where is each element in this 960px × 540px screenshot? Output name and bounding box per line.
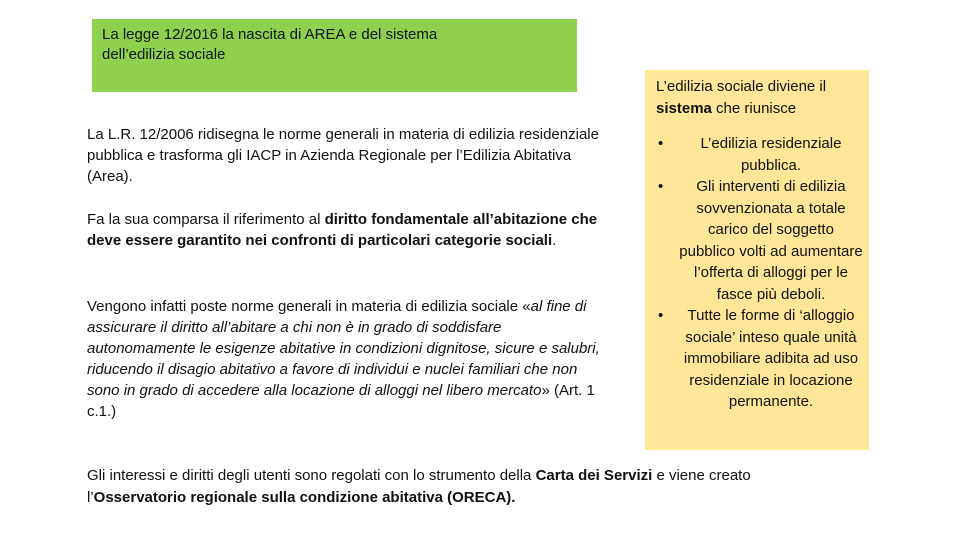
- bottom-pre: Gli interessi e diritti degli utenti sono regolati con lo strumento della: [87, 467, 536, 484]
- list-item-text: Tutte le forme di ‘alloggio sociale’ inteso quale unità immobiliare adibita ad uso residenziale in locazione permanente.: [683, 307, 859, 410]
- title-line-2: dell’edilizia sociale: [102, 46, 226, 63]
- bullet-icon: •: [658, 178, 664, 195]
- title-box: [92, 19, 577, 92]
- bottom-bold-carta: Carta dei Servizi: [535, 467, 653, 484]
- paragraph-user-rights: [87, 465, 787, 509]
- side-intro-pre: L’edilizia sociale diviene il: [656, 78, 827, 95]
- bottom-mid: e viene creato l’: [87, 467, 751, 506]
- paragraph3-quote: al fine di assicurare il diritto all’abitare a chi non è in grado di soddisfare autonomamente le esigenze abitative in condizioni dignitose, sicure e salubri, riducendo il disagio abitativo a favore di individui e nuclei familiari che non sono in grado di accedere alla locazione di alloggi nel libero mercato: [87, 298, 600, 399]
- paragraph-right-to-housing: [87, 209, 612, 251]
- paragraph3-pre: Vengono infatti poste norme generali in materia di edilizia sociale «: [87, 298, 531, 315]
- list-item: [651, 305, 863, 413]
- paragraph2-post: .: [552, 232, 557, 249]
- list-item: [651, 133, 863, 176]
- paragraph-general-norms: [87, 296, 612, 422]
- list-item-text: Gli interventi di edilizia sovvenzionata a totale carico del soggetto pubblico volti ad aumentare l’offerta di alloggi per le fasce più deboli.: [679, 178, 863, 303]
- side-intro-post: che riunisce: [711, 99, 797, 117]
- title-line-1: La legge 12/2016 la nascita di AREA e del sistema: [102, 26, 438, 43]
- paragraph-law-12-2006: La L.R. 12/2006 ridisegna le norme generali in materia di edilizia residenziale pubblica e trasforma gli IACP in Azienda Regionale per l’Edilizia Abitativa (Area).: [87, 126, 599, 185]
- side-intro-bold: sistema: [656, 99, 712, 117]
- paragraph3-post: » (Art. 1 c.1.): [87, 382, 595, 420]
- bullet-icon: •: [658, 135, 664, 152]
- paragraph2-pre: Fa la sua comparsa il riferimento al: [87, 211, 325, 228]
- list-item-text: L’edilizia residenziale pubblica.: [700, 135, 842, 174]
- paragraph2-bold: diritto fondamentale all’abitazione che deve essere garantito nei confronti di particolari categorie sociali: [87, 211, 598, 249]
- side-list: [651, 133, 863, 413]
- bullet-icon: •: [658, 307, 664, 324]
- list-item: [651, 176, 863, 305]
- bottom-bold-oreca: Osservatorio regionale sulla condizione abitativa (ORECA).: [93, 489, 516, 506]
- social-housing-system-box: [645, 70, 869, 450]
- side-intro: [651, 76, 863, 119]
